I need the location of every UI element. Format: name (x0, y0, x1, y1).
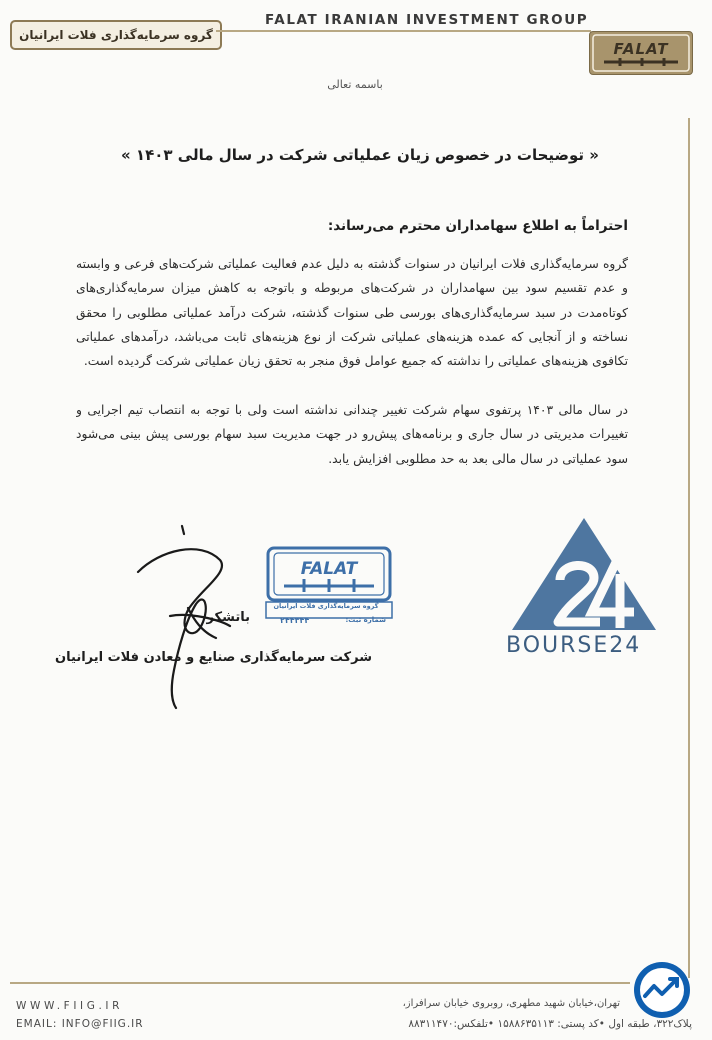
group-name-en: FALAT IRANIAN INVESTMENT GROUP (265, 12, 589, 28)
company-name: شرکت سرمایه‌گذاری صنایع و معادن فلات ایرانیان (55, 650, 372, 665)
bourse24-logo-icon (510, 516, 658, 634)
paragraph-1 (76, 252, 628, 373)
frame-line-top (216, 30, 591, 32)
letter-title: « توضیحات در خصوص زیان عملیاتی شرکت در سال مالی ۱۴۰۳ » (121, 146, 599, 164)
footer-address: تهران،خیابان شهید مطهری، روبروی خیابان سرافراز، (402, 998, 620, 1009)
footer-website[interactable]: WWW.FIIG.IR (16, 1000, 123, 1012)
logo-text: FALAT (613, 40, 669, 58)
paragraph-2 (76, 398, 628, 471)
signer-title: باتشکر (206, 610, 250, 625)
company-logo (589, 31, 693, 75)
frame-line-right (688, 118, 690, 978)
signature (130, 520, 260, 710)
footer-email[interactable]: EMAIL: INFO@FIIG.IR (16, 1018, 144, 1030)
stamp-registration-number: ۲۴۴۳۴۴ (280, 616, 310, 625)
stamp-logo-text: FALAT (300, 559, 358, 579)
greeting: احتراماً به اطلاع سهامداران محترم می‌رساند: (327, 218, 628, 234)
bourse24-brand: BOURSE24 (506, 633, 642, 658)
group-name-fa: گروه سرمایه‌گذاری فلات ایرانیان (19, 28, 213, 42)
salutation: باسمه تعالی (327, 78, 383, 91)
footer-contact: پلاک۳۲۲، طبقه اول •کد پستی: ۱۵۸۸۶۳۵۱۱۳ •تلفکس:۸۸۳۱۱۴۷۰ (408, 1018, 692, 1030)
paragraph-line: و عدم تقسیم سود بین سهامداران در شرکت‌های مربوطه و باتوجه به کاهش میزان سرمایه‌گذاری‌های (76, 281, 628, 296)
group-name-banner (10, 20, 222, 50)
stamp-group-name: گروه سرمایه‌گذاری فلات ایرانیان (273, 602, 379, 610)
chart-badge-icon (632, 960, 692, 1020)
paragraph-line: در سال مالی ۱۴۰۳ پرتفوی سهام شرکت تغییر چندانی نداشته است ولی با توجه به انتصاب تیم اجرایی و (76, 403, 628, 417)
paragraph-line: نساخته و از آنجایی که عمده هزینه‌های عملیاتی شرکت از نوع هزینه‌های ثابت می‌باشد، درآمدهای عملیاتی (76, 329, 628, 344)
stamp-registration-label: شماره ثبت: (345, 616, 386, 624)
paragraph-line: تکافوی هزینه‌های عملیاتی را نداشته که جمیع عوامل فوق منجر به تحقق زیان عملیاتی شرکت گردیده است. (83, 354, 628, 369)
frame-line-bottom (10, 982, 630, 984)
paragraph-line: سود عملیاتی در سال مالی بعد به حد مطلوبی افزایش یابد. (328, 451, 628, 466)
paragraph-line: تغییرات مدیریتی در سال جاری و برنامه‌های پیش‌رو در جهت مدیریت سبد سهام بورسی پیش بینی می‌شود (76, 427, 628, 442)
falat-logo-icon (590, 32, 692, 74)
paragraph-line: کوتاه‌مدت در سبد سرمایه‌گذاری‌های بورسی طی سنوات گذشته، شرکت درآمد عملیاتی مطلوبی را محقق (76, 305, 628, 320)
paragraph-line: گروه سرمایه‌گذاری فلات ایرانیان در سنوات گذشته به دلیل عدم فعالیت عملیاتی شرکت‌های فرعی و وابسته (76, 257, 628, 271)
